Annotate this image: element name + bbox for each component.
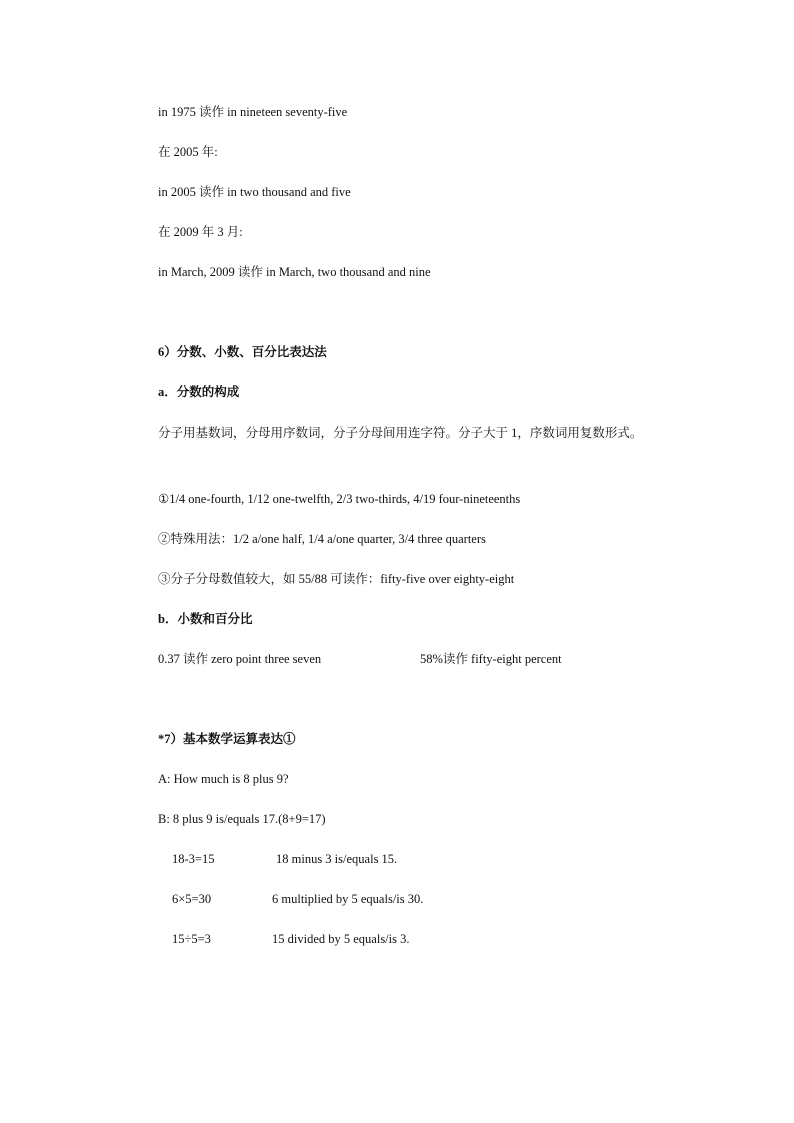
op-text-divide: 15 divided by 5 equals/is 3. [272,932,410,946]
fraction-item-3: ③分子分母数值较大，如 55/88 可读作：fifty-five over eighty-eight [158,572,515,586]
text-line-1975: in 1975 读作 in nineteen seventy-five [158,105,348,119]
dialog-line-a: A: How much is 8 plus 9? [158,772,289,786]
op-text-multiply: 6 multiplied by 5 equals/is 30. [272,892,424,906]
decimal-example: 0.37 读作 zero point three seven [158,652,322,666]
text-line-2009-label: 在 2009 年 3 月: [158,225,243,239]
fraction-item-1: ①1/4 one-fourth, 1/12 one-twelfth, 2/3 two-thirds, 4/19 four-nineteenths [158,492,521,506]
percent-example: 58%读作 fifty-eight percent [420,652,562,666]
op-expression-subtract: 18-3=15 [172,852,215,866]
text-line-2005: in 2005 读作 in two thousand and five [158,185,351,199]
section-6-heading: 6）分数、小数、百分比表达法 [158,345,327,359]
text-line-2009: in March, 2009 读作 in March, two thousand and nine [158,265,431,279]
subheading-decimals: b．小数和百分比 [158,612,253,626]
op-text-subtract: 18 minus 3 is/equals 15. [276,852,398,866]
text-line-2005-label: 在 2005 年: [158,145,218,159]
op-expression-divide: 15÷5=3 [172,932,211,946]
section-7-heading: *7）基本数学运算表达① [158,732,296,746]
dialog-line-b: B: 8 plus 9 is/equals 17.(8+9=17) [158,812,326,826]
fraction-item-2: ②特殊用法：1/2 a/one half, 1/4 a/one quarter, 3/4 three quarters [158,532,486,546]
fraction-rule-paragraph: 分子用基数词，分母用序数词，分子分母间用连字符。分子大于 1，序数词用复数形式。 [158,426,643,440]
op-expression-multiply: 6×5=30 [172,892,212,906]
subheading-fractions: a．分数的构成 [158,385,240,399]
